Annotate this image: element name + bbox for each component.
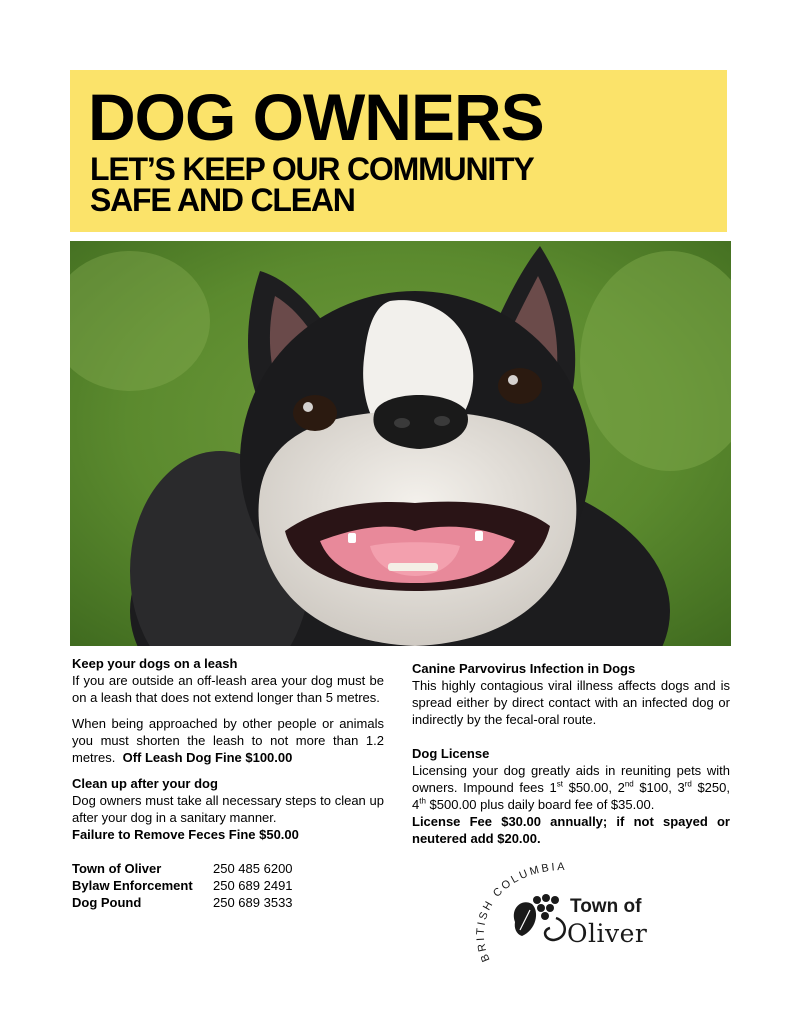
license-text-seg4: $500.00 plus daily board fee of $35.00.	[425, 797, 655, 812]
header-banner	[70, 70, 727, 232]
boston-terrier-illustration	[70, 241, 731, 646]
left-column	[72, 655, 384, 911]
leash-text-2	[72, 715, 384, 766]
dog-photo	[70, 241, 731, 646]
license-heading: Dog License	[412, 746, 490, 761]
license-text-seg2: $100, 3	[633, 780, 685, 795]
leash-text-1: If you are outside an off-leash area your dog must be on a leash that does not extend longer than 5 metres.	[72, 673, 384, 705]
subtitle-line-1: LET’S KEEP OUR COMMUNITY	[90, 151, 534, 187]
license-text	[412, 762, 730, 813]
contact-label: Town of Oliver	[72, 861, 162, 876]
feces-fine: Failure to Remove Feces Fine $50.00	[72, 827, 299, 842]
license-fee: License Fee $30.00 annually; if not spayed or neutered add $20.00.	[412, 814, 730, 846]
arc-text: BRITISH COLUMBIA	[474, 860, 568, 964]
ordinal-4: th	[419, 796, 426, 806]
cleanup-heading: Clean up after your dog	[72, 776, 218, 791]
subtitle-line-2: SAFE AND CLEAN	[90, 182, 355, 218]
page-subtitle	[90, 151, 534, 218]
contact-row	[72, 894, 384, 911]
contact-label: Bylaw Enforcement	[72, 878, 193, 893]
town-of-oliver-logo	[470, 860, 670, 970]
contact-phone: 250 485 6200	[213, 861, 293, 876]
contact-row	[72, 860, 384, 877]
parvo-text: This highly contagious viral illness affects dogs and is spread either by direct contact with an infected dog or indirectly by the fecal-oral route.	[412, 678, 730, 727]
ordinal-3: rd	[684, 779, 692, 789]
logo-town-label: Town of	[570, 896, 642, 917]
cleanup-text: Dog owners must take all necessary steps to clean up after your dog in a sanitary manner.	[72, 793, 384, 825]
ordinal-2: nd	[624, 779, 634, 789]
leash-text-2-body: When being approached by other people or animals you must shorten the leash to not more than 1.2 metres.	[72, 716, 384, 765]
license-text-seg1: $50.00, 2	[562, 780, 625, 795]
license-text-seg3: $250, 4	[412, 780, 730, 812]
logo-town-name: Oliver	[567, 919, 648, 948]
contact-label: Dog Pound	[72, 895, 142, 910]
page-title: DOG OWNERS	[88, 80, 544, 154]
off-leash-fine: Off Leash Dog Fine $100.00	[122, 750, 293, 765]
contact-phone: 250 689 2491	[213, 878, 293, 893]
contact-phone: 250 689 3533	[213, 895, 293, 910]
contact-row	[72, 877, 384, 894]
right-column	[412, 660, 730, 847]
parvo-heading: Canine Parvovirus Infection in Dogs	[412, 661, 636, 676]
leash-heading: Keep your dogs on a leash	[72, 656, 238, 671]
contact-list	[72, 860, 384, 911]
license-text-start: Licensing your dog greatly aids in reuniting pets with owners. Impound fees 1	[412, 763, 730, 795]
ordinal-1: st	[556, 779, 563, 789]
